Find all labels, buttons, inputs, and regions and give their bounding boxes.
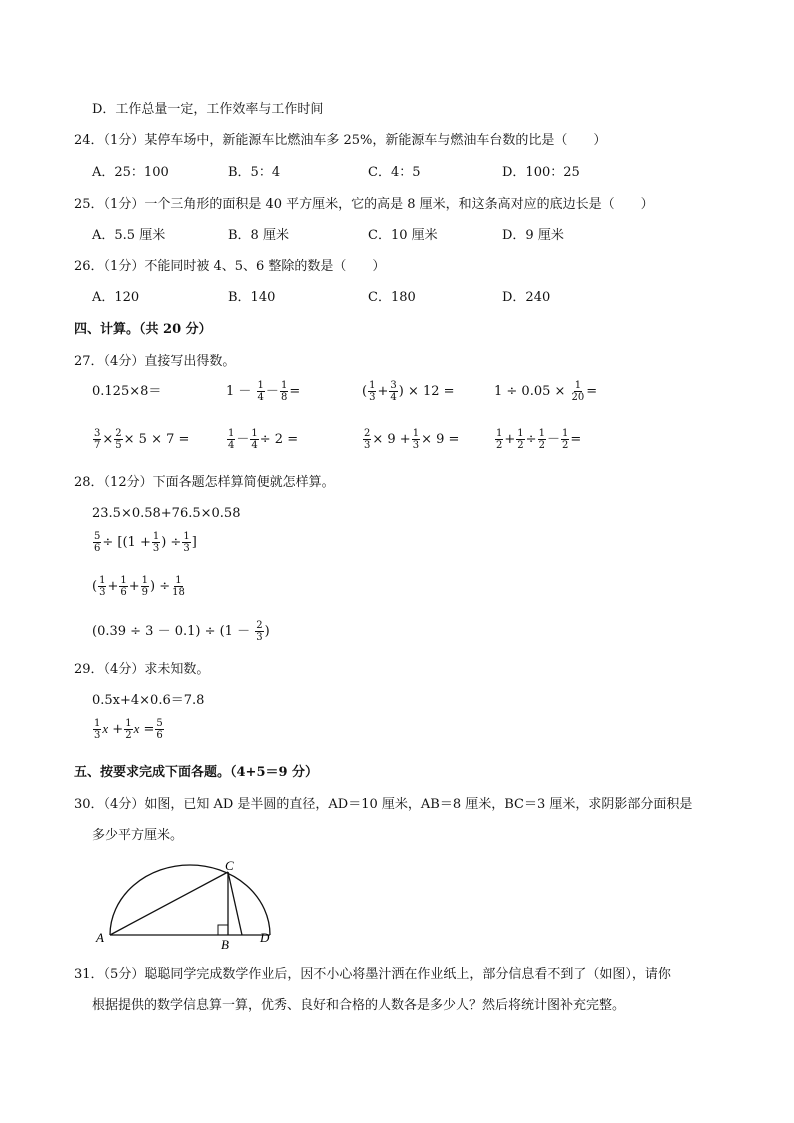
q27-expr-3: ( $\frac{1}{3}$ + $\frac{3}{4}$ ) × 12 = xyxy=(362,380,455,403)
q27-expr-4: 1 ÷ 0.05 × $\frac{1}{20}$ = xyxy=(494,380,598,403)
q27-expr-1: 0.125×8＝ xyxy=(92,384,162,399)
q24-option-a: A．25：100 xyxy=(92,165,169,180)
q25-stem: 25．（1分）一个三角形的面积是 40 平方厘米，它的高是 8 厘米，和这条高对应的底边长是（ ） xyxy=(74,197,654,212)
q26-stem: 26．（1分）不能同时被 4、5、6 整除的数是（ ） xyxy=(74,259,386,274)
segment-ac xyxy=(110,872,228,935)
q28-expr-4: (0.39 ÷ 3 － 0.1) ÷ (1 － $\frac{2}{3}$ ) xyxy=(92,620,270,643)
q26-option-a: A．120 xyxy=(92,290,140,305)
q24-option-c: C．4：5 xyxy=(368,165,421,180)
q27-expr-5: $\frac{3}{7}$ × $\frac{2}{5}$ × 5 × 7 = xyxy=(94,428,190,451)
label-d: D xyxy=(260,930,270,945)
q28-expr-1: 23.5×0.58+76.5×0.58 xyxy=(92,506,241,521)
q24-stem: 24．（1分）某停车场中，新能源车比燃油车多 25%，新能源车与燃油车台数的比是（ ） xyxy=(74,133,607,148)
q28-stem: 28．（12分）下面各题怎样算简便就怎样算。 xyxy=(74,475,335,490)
q30-stem-line-1: 30．（4分）如图，已知 AD 是半圆的直径，AD＝10 厘米，AB＝8 厘米，BC＝3 厘米，求阴影部分面积是 xyxy=(74,797,693,812)
semicircle-figure xyxy=(92,858,282,950)
q26-option-b: B．140 xyxy=(228,290,276,305)
q27-stem: 27．（4分）直接写出得数。 xyxy=(74,354,236,369)
q25-option-b: B．8 厘米 xyxy=(228,228,289,243)
segment-cd xyxy=(228,872,242,935)
section-5-heading: 五、按要求完成下面各题。（4+5＝9 分） xyxy=(74,765,319,780)
q27-expr-6: $\frac{1}{4}$ － $\frac{1}{4}$ ÷ 2 = xyxy=(228,428,299,451)
q24-option-d: D．100：25 xyxy=(502,165,580,180)
q29-stem: 29．（4分）求未知数。 xyxy=(74,662,210,677)
semicircle-arc xyxy=(110,865,270,935)
q27-expr-7: $\frac{2}{3}$ × 9 + $\frac{1}{3}$ × 9 = xyxy=(364,428,460,451)
q29-expr-2: $\frac{1}{3}$ x + $\frac{1}{2}$ x = $\frac{5}{6}$ xyxy=(94,718,163,741)
q31-stem-line-1: 31．（5分）聪聪同学完成数学作业后，因不小心将墨汁洒在作业纸上，部分信息看不到了（如图），请你 xyxy=(74,967,671,982)
q30-stem-line-2: 多少平方厘米。 xyxy=(92,828,184,843)
q26-option-d: D．240 xyxy=(502,290,551,305)
q25-option-a: A．5.5 厘米 xyxy=(92,228,166,243)
q26-option-c: C．180 xyxy=(368,290,416,305)
q28-expr-2: $\frac{5}{6}$ ÷ [(1 + $\frac{1}{3}$ ) ÷ $\frac{1}{3}$ ] xyxy=(94,531,197,554)
q27-expr-2: 1 － $\frac{1}{4}$ － $\frac{1}{8}$ = xyxy=(226,380,301,403)
label-b: B xyxy=(221,937,229,950)
label-a: A xyxy=(96,930,104,945)
q27-expr-8: $\frac{1}{2}$ + $\frac{1}{2}$ ÷ $\frac{1}{2}$ － $\frac{1}{2}$ = xyxy=(496,428,582,451)
section-4-heading: 四、计算。（共 20 分） xyxy=(74,322,212,337)
q28-expr-3: ( $\frac{1}{3}$ + $\frac{1}{6}$ + $\frac{1}{9}$ ) ÷ $\frac{1}{18}$ xyxy=(92,575,185,598)
q29-expr-1: 0.5x+4×0.6＝7.8 xyxy=(92,693,205,708)
q25-option-c: C．10 厘米 xyxy=(368,228,438,243)
right-angle-mark xyxy=(218,925,228,935)
q25-option-d: D．9 厘米 xyxy=(502,228,564,243)
q24-option-b: B．5：4 xyxy=(228,165,281,180)
label-c: C xyxy=(225,858,234,873)
q23-option-d: D．工作总量一定，工作效率与工作时间 xyxy=(92,102,324,117)
q31-stem-line-2: 根据提供的数学信息算一算，优秀、良好和合格的人数各是多少人？然后将统计图补充完整。 xyxy=(92,998,626,1013)
